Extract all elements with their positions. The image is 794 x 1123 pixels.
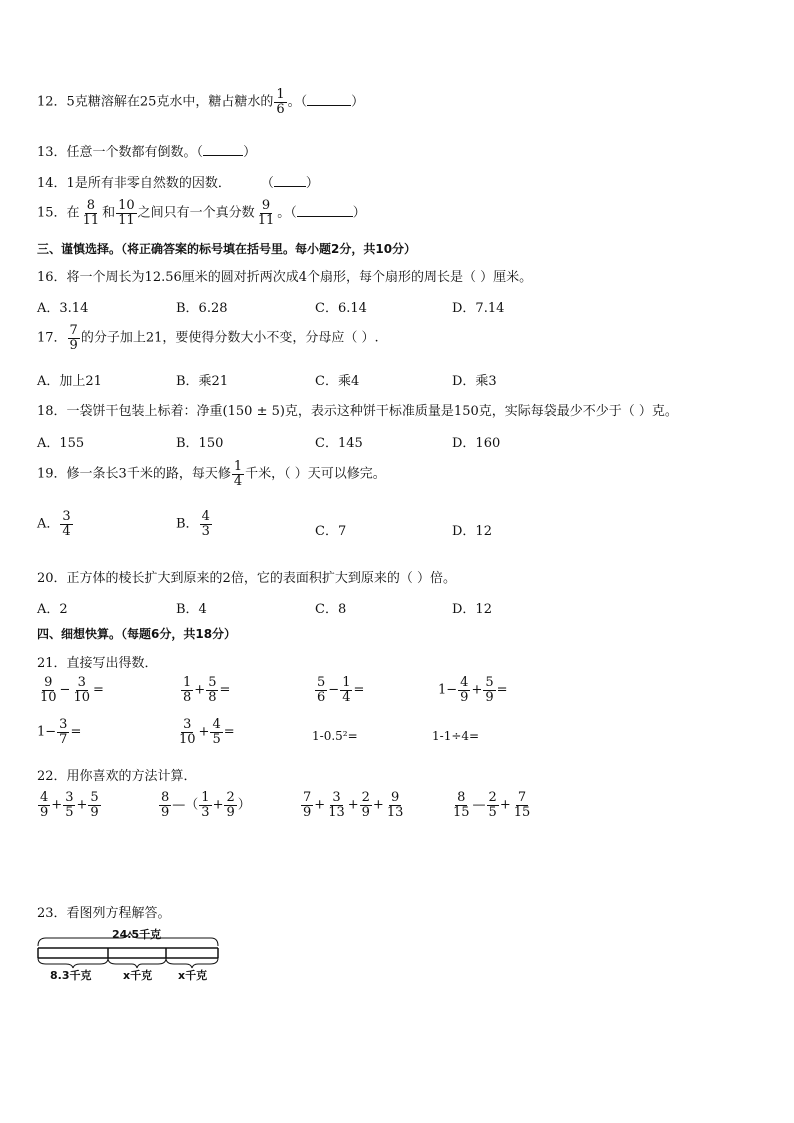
question-15 — [37, 199, 366, 227]
segment-label: x千克 — [123, 969, 153, 982]
segment-label: 8.3千克 — [50, 969, 92, 982]
section-3-heading: 三、谨慎选择。（将正确答案的标号填在括号里。每小题2分，共10分） — [37, 242, 417, 256]
question-text: 和 — [102, 205, 116, 221]
question-14 — [37, 172, 319, 191]
expression: $\frac{8}{15}$ — $\frac{2}{5}$ + $\frac{7}{15}$ — [453, 790, 531, 820]
fraction: $\frac{1}{4}$ — [233, 459, 243, 489]
question-text: 看图列方程解答。 — [66, 906, 171, 921]
option-d[interactable]: D．12 — [452, 602, 492, 617]
question-text: ） — [243, 145, 257, 160]
question-text: 将一个周长为12.56厘米的圆对折两次成4个扇形，每个扇形的周长是（ ）厘米。 — [66, 270, 533, 285]
question-21 — [37, 652, 158, 671]
option-c[interactable]: C．乘4 — [315, 374, 360, 389]
question-23 — [37, 902, 171, 921]
question-number: 20． — [37, 571, 67, 586]
expression: 1− $\frac{4}{9}$ + $\frac{5}{9}$ = — [438, 675, 508, 705]
question-text: 正方体的棱长扩大到原来的2倍，它的表面积扩大到原来的（ ）倍。 — [66, 571, 456, 586]
section-4-heading: 四、细想快算。（每题6分，共18分） — [37, 627, 237, 641]
question-text: 。（ — [277, 205, 297, 221]
question-text: 一袋饼干包装上标着：净重(150 ± 5)克，表示这种饼干标准质量是150克，实际每袋最少不少于（ ）克。 — [66, 404, 678, 419]
option-c[interactable]: C．6.14 — [315, 301, 367, 316]
question-text: 千米，（ ）天可以修完。 — [245, 466, 386, 482]
answer-blank[interactable] — [203, 143, 243, 156]
option-d[interactable]: D．乘3 — [452, 374, 497, 389]
question-number: 21． — [37, 656, 67, 671]
expression: $\frac{1}{8}$ + $\frac{5}{8}$ = — [183, 675, 231, 705]
question-number: 14． — [37, 176, 67, 191]
question-12 — [37, 88, 364, 116]
question-19 — [37, 460, 386, 488]
option-d[interactable]: D．160 — [452, 436, 501, 451]
total-label: 24.5千克 — [112, 928, 162, 941]
question-text: 。（ — [287, 94, 308, 110]
question-text: 5克糖溶解在25克水中，糖占糖水的 — [66, 94, 274, 110]
option-d[interactable]: D．7.14 — [452, 301, 505, 316]
option-a[interactable]: A． $\frac{3}{4}$ — [37, 509, 71, 539]
question-number: 22． — [37, 769, 67, 784]
question-text: （ — [260, 176, 274, 191]
option-d[interactable]: D．12 — [452, 524, 492, 539]
option-b[interactable]: B．4 — [176, 602, 207, 617]
option-b[interactable]: B．150 — [176, 436, 224, 451]
question-20 — [37, 567, 456, 586]
question-number: 15． — [37, 205, 67, 221]
question-text: ） — [351, 94, 365, 110]
expression: 1− $\frac{3}{7}$ = — [37, 717, 82, 747]
question-text: 1是所有非零自然数的因数． — [66, 176, 231, 191]
option-b[interactable]: B．乘21 — [176, 374, 229, 389]
question-number: 16． — [37, 270, 67, 285]
option-c[interactable]: C．7 — [315, 524, 347, 539]
option-a[interactable]: A．3.14 — [37, 301, 89, 316]
option-b[interactable]: B． $\frac{4}{3}$ — [176, 509, 210, 539]
option-c[interactable]: C．8 — [315, 602, 347, 617]
question-number: 17． — [37, 330, 67, 346]
expression: $\frac{8}{9}$ —（ $\frac{1}{3}$ + $\frac{2}{9}$ ） — [161, 790, 251, 820]
expression: $\frac{5}{6}$ − $\frac{1}{4}$ = — [317, 675, 365, 705]
question-13 — [37, 141, 256, 160]
question-text: 在 — [66, 205, 80, 221]
question-number: 23． — [37, 906, 67, 921]
question-22 — [37, 765, 197, 784]
question-text: 直接写出得数． — [66, 656, 158, 671]
question-text: ） — [305, 176, 319, 191]
option-a[interactable]: A．155 — [37, 436, 85, 451]
answer-blank[interactable] — [274, 174, 306, 187]
question-number: 13． — [37, 145, 67, 160]
question-18 — [37, 400, 678, 419]
answer-blank[interactable] — [297, 204, 353, 217]
fraction: $\frac{1}{6}$ — [276, 87, 285, 117]
question-text: ） — [352, 205, 366, 221]
fraction: $\frac{9}{11}$ — [257, 198, 275, 228]
fraction: $\frac{8}{11}$ — [82, 198, 100, 228]
answer-blank[interactable] — [307, 93, 351, 106]
question-text: 的分子加上21，要使得分数大小不变，分母应（ ）. — [80, 330, 379, 346]
option-a[interactable]: A．加上21 — [37, 374, 102, 389]
question-number: 12． — [37, 94, 67, 110]
question-number: 19． — [37, 466, 67, 482]
option-b[interactable]: B．6.28 — [176, 301, 228, 316]
fraction: $\frac{7}{9}$ — [69, 323, 78, 353]
question-17 — [37, 324, 379, 352]
expression: $\frac{3}{10}$ + $\frac{4}{5}$ = — [179, 717, 235, 747]
expression: $\frac{7}{9}$ + $\frac{3}{13}$ + $\frac{2}{9}$ + $\frac{9}{13}$ — [303, 790, 404, 820]
line-segment-diagram — [36, 926, 226, 986]
question-16 — [37, 266, 532, 285]
option-a[interactable]: A．2 — [37, 602, 68, 617]
question-text: 之间只有一个真分数 — [137, 205, 255, 221]
expression: $\frac{4}{9}$ + $\frac{3}{5}$ + $\frac{5}{9}$ — [40, 790, 99, 820]
question-number: 18． — [37, 404, 67, 419]
expression: 1-0.5²= — [312, 729, 358, 743]
option-c[interactable]: C．145 — [315, 436, 363, 451]
segment-label: x千克 — [178, 969, 208, 982]
expression: 1-1÷4= — [432, 729, 480, 743]
fraction: $\frac{10}{11}$ — [118, 198, 135, 228]
question-text: 用你喜欢的方法计算． — [66, 769, 197, 784]
question-text: 修一条长3千米的路，每天修 — [66, 466, 231, 482]
expression: $\frac{9}{10}$ − $\frac{3}{10}$ = — [40, 675, 104, 705]
question-text: 任意一个数都有倒数。（ — [66, 145, 204, 160]
